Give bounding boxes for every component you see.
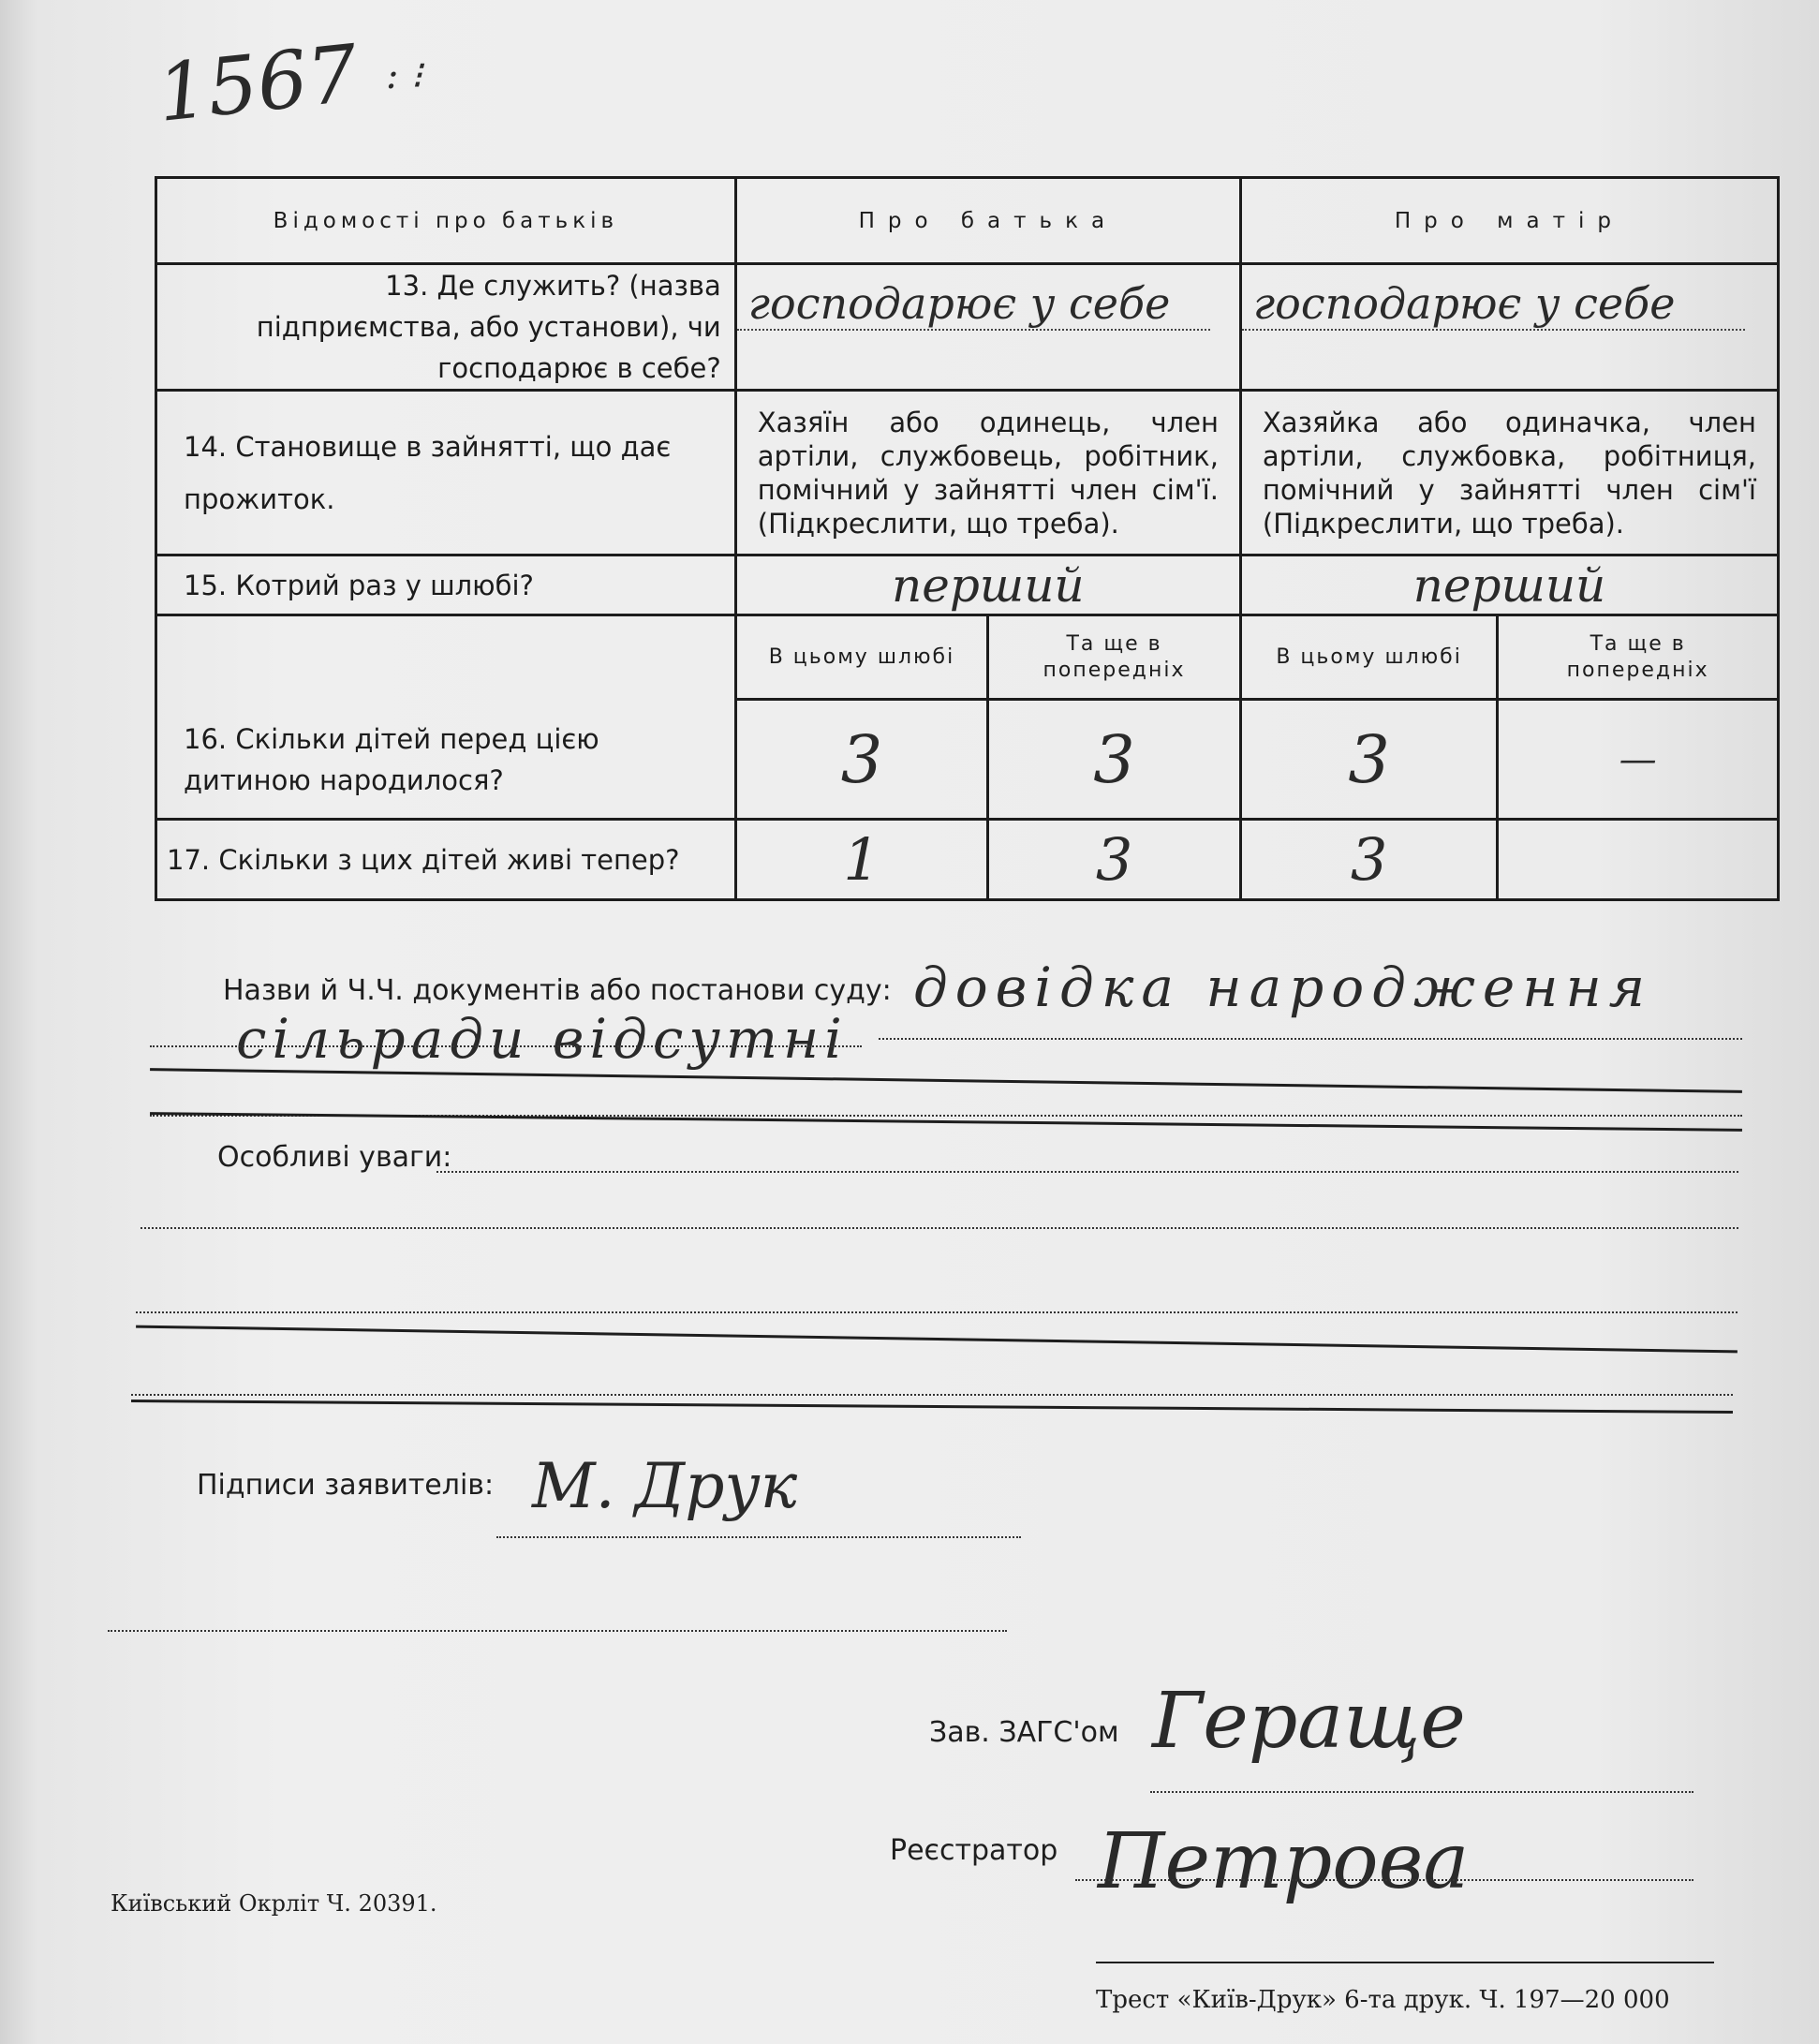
remarks-line-2 bbox=[140, 1227, 1738, 1229]
subheader-mother-prev: Та ще в попередніх bbox=[1498, 615, 1779, 700]
q15-father-value: перший bbox=[735, 555, 1240, 615]
documents-rule-1 bbox=[150, 1068, 1742, 1093]
documents-value-line2: сільради відсутні bbox=[236, 1007, 848, 1071]
q17-mother-prev bbox=[1498, 820, 1779, 900]
q13-father-value: господарює у себе bbox=[737, 278, 1210, 331]
applicant-signature-line-2 bbox=[108, 1630, 1007, 1632]
head-signature: Гераще bbox=[1152, 1677, 1466, 1766]
documents-line-2 bbox=[150, 1045, 862, 1047]
q15-mother-value: перший bbox=[1240, 555, 1778, 615]
subheader-father-prev: Та ще в попередніх bbox=[988, 615, 1241, 700]
header-father: Про батька bbox=[735, 178, 1240, 264]
remarks-label: Особливі уваги: bbox=[217, 1141, 452, 1174]
footer-right: Трест «Київ-Друк» 6-та друк. Ч. 197—20 000 bbox=[1096, 1986, 1670, 2014]
applicant-signature-line-1 bbox=[496, 1536, 1021, 1538]
registrar-signature: Петрова bbox=[1098, 1817, 1470, 1906]
table-header-row bbox=[156, 178, 1779, 264]
q17-label: 17. Скільки з цих дітей живі тепер? bbox=[167, 843, 680, 876]
applicant-signatures-label: Підписи заявителів: bbox=[197, 1469, 495, 1502]
q16-father-prev: 3 bbox=[988, 700, 1241, 820]
q13-mother-value: господарює у себе bbox=[1242, 278, 1745, 331]
header-mother: Про матір bbox=[1240, 178, 1778, 264]
footer-left: Київський Окрліт Ч. 20391. bbox=[111, 1890, 437, 1917]
remarks-line-1 bbox=[436, 1171, 1738, 1173]
q14-mother-options: Хазяйка або одиначка, член артіли, службовка, робітниця, помічний у зайнятті член сім'ї (Підкреслити, що треба). bbox=[1262, 406, 1756, 540]
remarks-rule-2 bbox=[131, 1400, 1733, 1414]
q17-father-this: 1 bbox=[735, 820, 987, 900]
documents-label: Назви й Ч.Ч. документів або постанови суду: bbox=[223, 974, 892, 1007]
footer-rule bbox=[1096, 1962, 1714, 1963]
parents-info-table bbox=[155, 176, 1780, 901]
documents-value-line1: довідка народження bbox=[913, 955, 1653, 1019]
q13-label: 13. Де служить? (назва підприємства, або установи), чи господарює в себе? bbox=[256, 270, 721, 384]
record-number-dots: : ⁝ bbox=[386, 54, 422, 97]
row-q17 bbox=[156, 820, 1779, 900]
documents-line-1 bbox=[879, 1038, 1742, 1040]
head-signature-line bbox=[1150, 1791, 1693, 1793]
q15-label: 15. Котрий раз у шлюбі? bbox=[184, 569, 534, 601]
q17-father-prev: 3 bbox=[988, 820, 1241, 900]
subheader-father-this: В цьому шлюбі bbox=[735, 615, 987, 700]
remarks-line-4 bbox=[131, 1394, 1733, 1396]
remarks-line-3 bbox=[136, 1311, 1738, 1313]
q16-mother-prev: — bbox=[1498, 700, 1779, 820]
row-subheaders bbox=[156, 615, 1779, 700]
row-q14 bbox=[156, 391, 1779, 555]
q16-father-this: 3 bbox=[735, 700, 987, 820]
header-parents-info: Відомості про батьків bbox=[156, 178, 736, 264]
subheader-mother-this: В цьому шлюбі bbox=[1240, 615, 1497, 700]
q16-mother-this: 3 bbox=[1240, 700, 1497, 820]
q14-father-options: Хазяїн або одинець, член артіли, службовець, робітник, помічний у зайнятті член сім'ї. (Підкреслити, що треба). bbox=[757, 406, 1219, 540]
registrar-signature-line bbox=[1075, 1879, 1693, 1881]
row-q13 bbox=[156, 264, 1779, 391]
remarks-rule-1 bbox=[136, 1326, 1738, 1354]
registrar-label: Реєстратор bbox=[890, 1834, 1058, 1867]
head-label: Зав. ЗАГС'ом bbox=[929, 1716, 1119, 1749]
q14-label: 14. Становище в зайнятті, що дає прожиток. bbox=[184, 430, 672, 515]
q16-label: 16. Скільки дітей перед цією дитиною народилося? bbox=[184, 722, 599, 796]
applicant-signature: М. Друк bbox=[532, 1450, 798, 1522]
q17-mother-this: 3 bbox=[1240, 820, 1497, 900]
row-q15 bbox=[156, 555, 1779, 615]
record-number: 1567 bbox=[153, 27, 362, 140]
